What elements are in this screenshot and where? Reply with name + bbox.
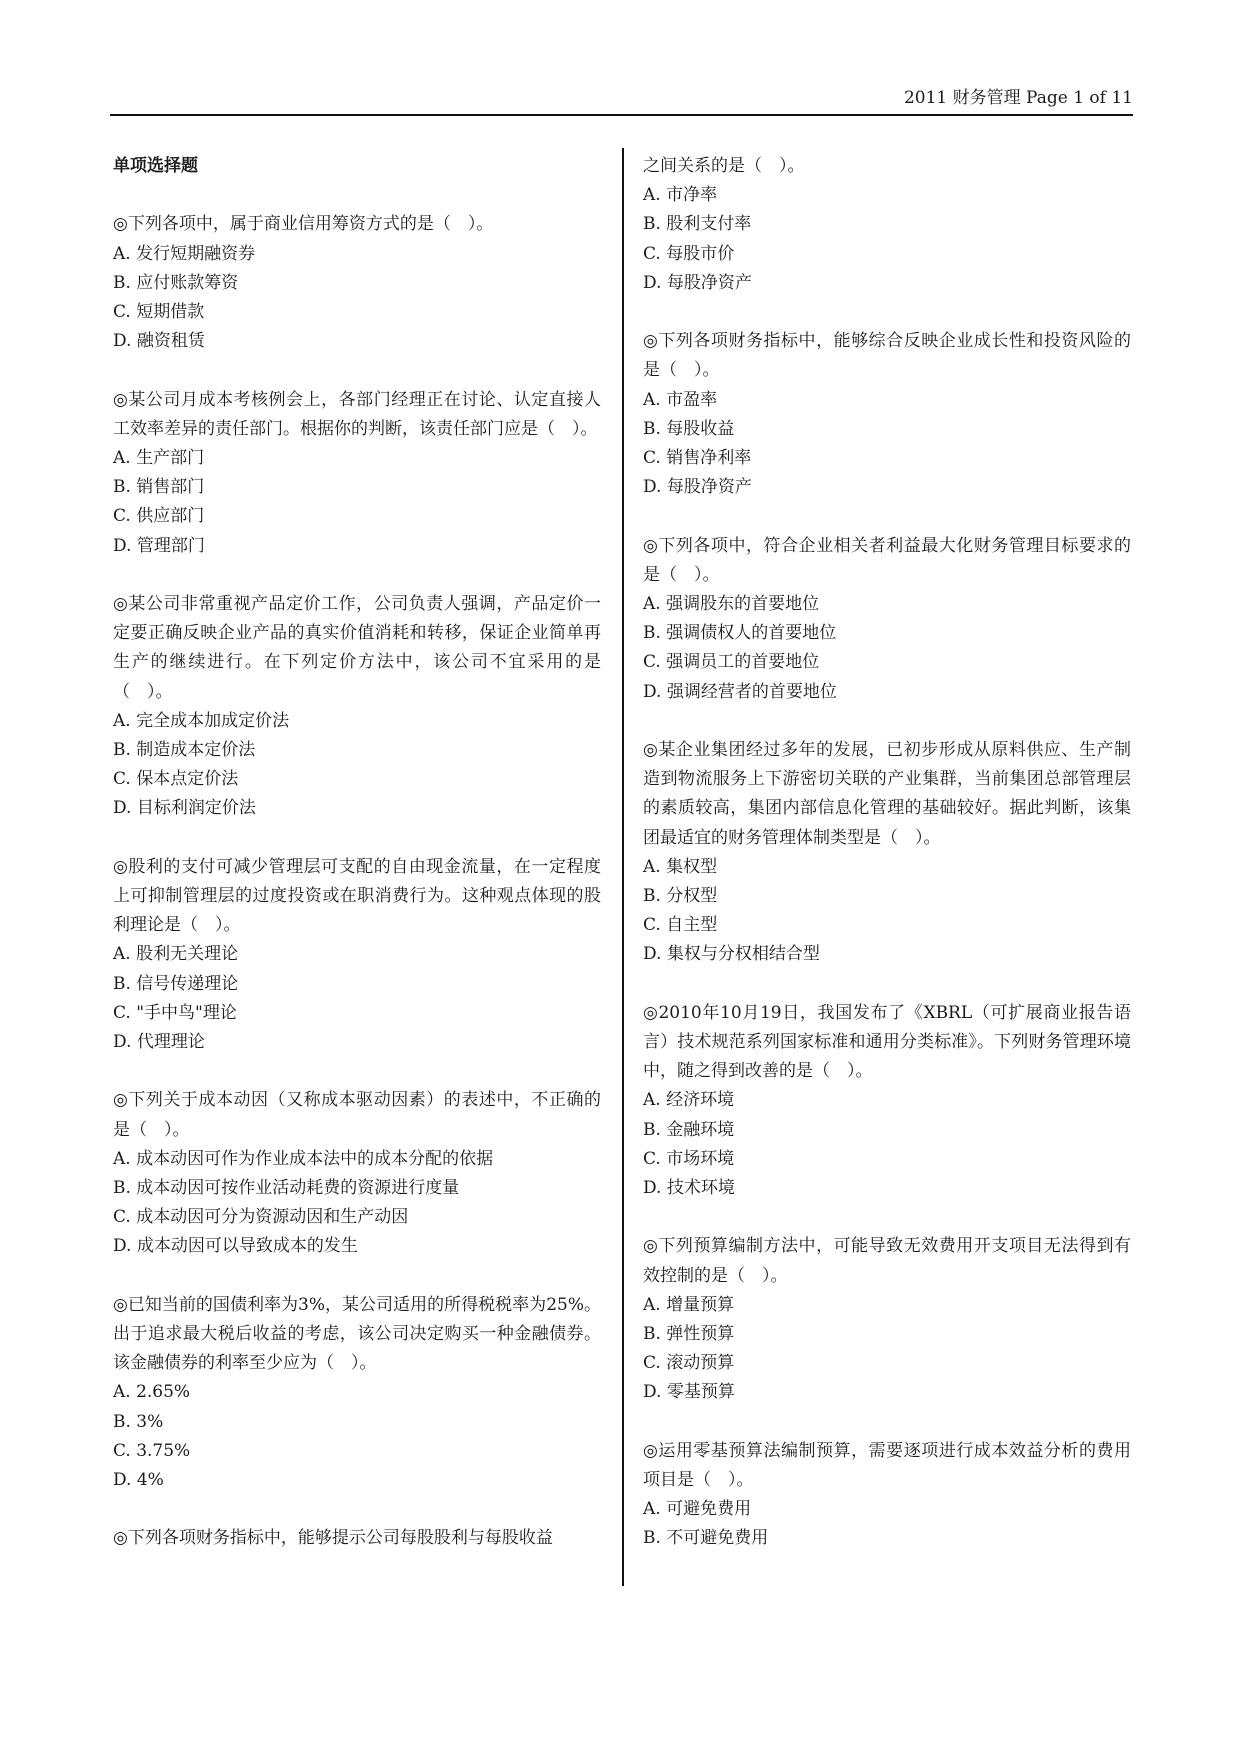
- answer-option: A. 生产部门: [113, 448, 205, 468]
- answer-option: A. 2.65%: [113, 1382, 191, 1403]
- answer-option: C. 每股市价: [643, 243, 735, 264]
- question-stem: ◎某公司非常重视产品定价工作，公司负责人强调，产品定价一定要正确反映企业产品的真实价值消耗和转移，保证企业简单再生产的继续进行。在下列定价方法中，该公司不宜采用的是（ ）。: [113, 594, 601, 702]
- question-item: [643, 1232, 1131, 1407]
- question-stem: ◎下列各项财务指标中，能够提示公司每股股利与每股收益: [113, 1528, 553, 1549]
- question-stem: 之间关系的是（ ）。: [643, 156, 805, 176]
- answer-option: D. 每股净资产: [643, 477, 752, 498]
- question-item: [643, 1437, 1131, 1554]
- section-title: 单项选择题: [113, 156, 198, 176]
- answer-option: D. 融资租赁: [113, 331, 205, 352]
- answer-option: A. 发行短期融资券: [113, 243, 256, 264]
- answer-option: C. 自主型: [643, 915, 718, 936]
- answer-option: B. 强调债权人的首要地位: [643, 623, 837, 644]
- question-stem: ◎已知当前的国债利率为3%，某公司适用的所得税税率为25%。出于追求最大税后收益的考虑，该公司决定购买一种金融债券。该金融债券的利率至少应为（ ）。: [113, 1294, 601, 1374]
- page-header: 2011 财务管理 Page 1 of 11: [903, 88, 1133, 108]
- answer-option: C. 滚动预算: [643, 1353, 735, 1374]
- answer-option: C. "手中鸟"理论: [113, 1002, 237, 1023]
- column-divider: [622, 148, 624, 1586]
- answer-option: A. 市盈率: [643, 389, 718, 410]
- answer-option: C. 供应部门: [113, 506, 205, 527]
- question-stem: ◎股利的支付可减少管理层可支配的自由现金流量，在一定程度上可抑制管理层的过度投资或在职消费行为。这种观点体现的股利理论是（ ）。: [113, 856, 601, 936]
- answer-option: A. 增量预算: [643, 1294, 735, 1315]
- answer-option: C. 市场环境: [643, 1148, 735, 1169]
- answer-option: B. 弹性预算: [643, 1324, 735, 1345]
- answer-option: B. 销售部门: [113, 477, 205, 498]
- answer-option: D. 管理部门: [113, 535, 205, 556]
- answer-option: C. 销售净利率: [643, 448, 752, 469]
- question-item: [643, 999, 1131, 1203]
- right-question-list: [643, 152, 1131, 1554]
- right-column: [643, 152, 1131, 1554]
- answer-option: B. 制造成本定价法: [113, 740, 256, 761]
- question-stem: ◎某公司月成本考核例会上，各部门经理正在讨论、认定直接人工效率差异的责任部门。根据你的判断，该责任部门应是（ ）。: [113, 389, 601, 439]
- answer-option: B. 金融环境: [643, 1119, 735, 1140]
- left-question-list: [113, 210, 601, 1553]
- answer-option: A. 完全成本加成定价法: [113, 710, 290, 731]
- answer-option: A. 集权型: [643, 856, 718, 877]
- question-item: [113, 853, 601, 1057]
- question-item: [113, 386, 601, 561]
- answer-option: B. 不可避免费用: [643, 1528, 769, 1549]
- question-item: [113, 590, 601, 824]
- question-stem: ◎下列关于成本动因（又称成本驱动因素）的表述中，不正确的是（ ）。: [113, 1090, 601, 1140]
- question-item: [113, 1086, 601, 1261]
- answer-option: B. 应付账款筹资: [113, 272, 239, 293]
- answer-option: A. 强调股东的首要地位: [643, 594, 820, 615]
- question-stem: ◎下列各项财务指标中，能够综合反映企业成长性和投资风险的是（ ）。: [643, 331, 1131, 381]
- question-item: [643, 327, 1131, 502]
- header-rule: [110, 114, 1133, 116]
- answer-option: D. 目标利润定价法: [113, 798, 256, 819]
- question-item: [113, 1291, 601, 1495]
- answer-option: D. 4%: [113, 1470, 164, 1491]
- answer-option: B. 股利支付率: [643, 214, 752, 235]
- answer-option: D. 强调经营者的首要地位: [643, 681, 837, 702]
- answer-option: D. 零基预算: [643, 1382, 735, 1403]
- question-stem: ◎运用零基预算法编制预算，需要逐项进行成本效益分析的费用项目是（ ）。: [643, 1440, 1131, 1491]
- answer-option: A. 经济环境: [643, 1090, 735, 1111]
- question-stem: ◎某企业集团经过多年的发展，已初步形成从原料供应、生产制造到物流服务上下游密切关联的产业集群，当前集团总部管理层的素质较高，集团内部信息化管理的基础较好。据此判断，该集团最适宜的财务管理体制类型是（ ）。: [643, 740, 1131, 848]
- answer-option: B. 成本动因可按作业活动耗费的资源进行度量: [113, 1178, 460, 1199]
- question-item: [113, 1524, 601, 1553]
- answer-option: A. 成本动因可作为作业成本法中的成本分配的依据: [113, 1148, 494, 1169]
- question-stem: ◎2010年10月19日，我国发布了《XBRL（可扩展商业报告语言）技术规范系列国家标准和通用分类标准》。下列财务管理环境中，随之得到改善的是（ ）。: [643, 1002, 1131, 1082]
- answer-option: C. 成本动因可分为资源动因和生产动因: [113, 1207, 409, 1228]
- answer-option: A. 市净率: [643, 185, 718, 206]
- answer-option: C. 3.75%: [113, 1440, 191, 1461]
- answer-option: D. 代理理论: [113, 1032, 205, 1053]
- answer-option: A. 股利无关理论: [113, 944, 239, 965]
- answer-option: B. 3%: [113, 1411, 164, 1432]
- left-column: [113, 152, 601, 1554]
- answer-option: D. 每股净资产: [643, 272, 752, 293]
- question-stem: ◎下列各项中，符合企业相关者利益最大化财务管理目标要求的是（ ）。: [643, 535, 1131, 585]
- question-item: [643, 532, 1131, 707]
- answer-option: C. 短期借款: [113, 302, 205, 322]
- question-item: [643, 736, 1131, 970]
- answer-option: D. 技术环境: [643, 1178, 735, 1199]
- answer-option: D. 成本动因可以导致成本的发生: [113, 1236, 358, 1257]
- question-item: [643, 152, 1131, 298]
- answer-option: C. 保本点定价法: [113, 769, 239, 790]
- question-stem: ◎下列各项中，属于商业信用筹资方式的是（ ）。: [113, 214, 494, 235]
- answer-option: B. 分权型: [643, 886, 718, 907]
- answer-option: D. 集权与分权相结合型: [643, 944, 820, 965]
- question-item: [113, 210, 601, 356]
- answer-option: B. 信号传递理论: [113, 973, 239, 994]
- question-stem: ◎下列预算编制方法中，可能导致无效费用开支项目无法得到有效控制的是（ ）。: [643, 1236, 1131, 1286]
- answer-option: B. 每股收益: [643, 418, 735, 439]
- answer-option: A. 可避免费用: [643, 1499, 752, 1520]
- answer-option: C. 强调员工的首要地位: [643, 652, 820, 673]
